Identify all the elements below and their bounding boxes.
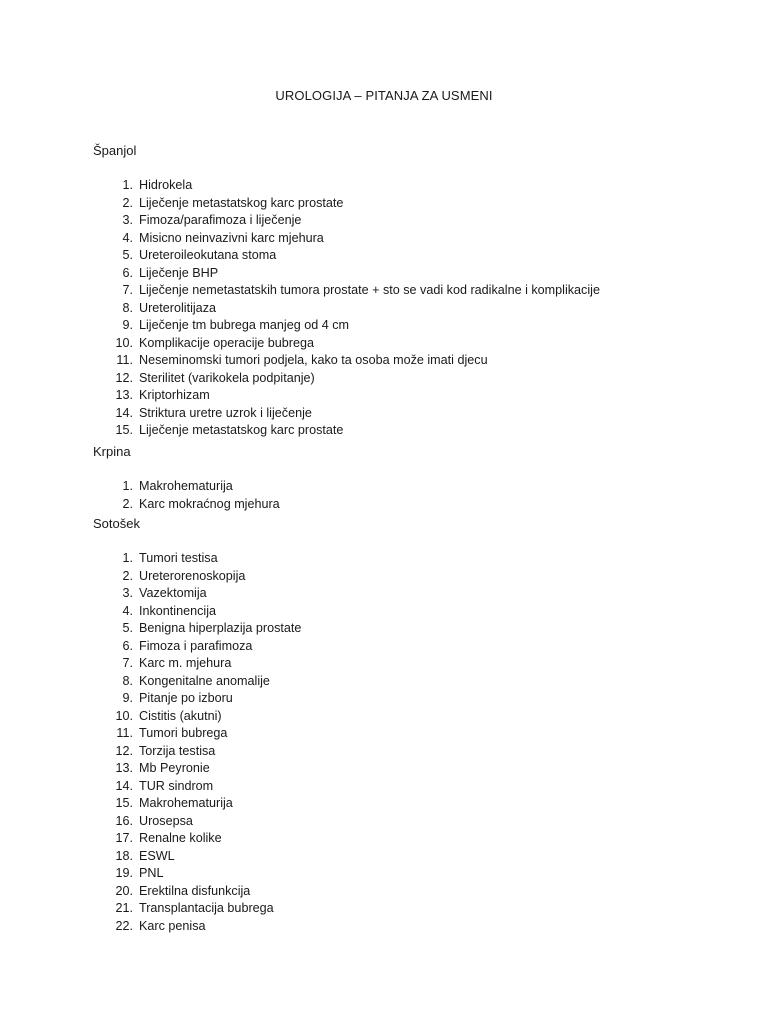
question-item bbox=[93, 813, 713, 831]
question-item bbox=[93, 550, 713, 568]
question-text: Benigna hiperplazija prostate bbox=[139, 621, 302, 635]
question-number: 1. bbox=[122, 178, 133, 192]
question-text: TUR sindrom bbox=[139, 778, 214, 793]
question-item bbox=[93, 247, 713, 265]
question-text: Fimoza i parafimoza bbox=[139, 638, 253, 653]
section-spanjol bbox=[93, 143, 713, 440]
question-item bbox=[93, 422, 713, 440]
question-number: 22. bbox=[115, 918, 133, 933]
question-number: 12. bbox=[115, 370, 133, 385]
section-heading: Španjol bbox=[93, 143, 137, 158]
question-item bbox=[93, 830, 713, 848]
question-number: 6. bbox=[122, 265, 133, 280]
question-number: 3. bbox=[122, 586, 133, 600]
question-item bbox=[93, 760, 713, 778]
question-text: Tumori bubrega bbox=[139, 726, 228, 740]
question-number: 15. bbox=[115, 796, 133, 810]
question-item bbox=[93, 282, 713, 300]
question-item bbox=[93, 655, 713, 673]
question-number: 2. bbox=[122, 496, 133, 511]
question-item bbox=[93, 725, 713, 743]
question-text: Liječenje BHP bbox=[139, 265, 219, 280]
question-text: Urosepsa bbox=[139, 813, 193, 828]
question-text: PNL bbox=[139, 866, 164, 880]
question-text: Liječenje metastatskog karc prostate bbox=[139, 195, 344, 210]
question-text: Ureteroileokutana stoma bbox=[139, 248, 277, 262]
question-item bbox=[93, 620, 713, 638]
question-number: 7. bbox=[122, 283, 133, 297]
question-number: 8. bbox=[122, 673, 133, 688]
question-item bbox=[93, 900, 713, 918]
question-item bbox=[93, 212, 713, 230]
question-text: Liječenje tm bubrega manjeg od 4 cm bbox=[139, 318, 350, 332]
question-number: 4. bbox=[122, 603, 133, 618]
question-text: Mb Peyronie bbox=[139, 761, 210, 775]
question-text: Makrohematurija bbox=[139, 479, 233, 493]
question-text: Cistitis (akutni) bbox=[139, 708, 222, 723]
question-item bbox=[93, 300, 713, 318]
question-item bbox=[93, 265, 713, 283]
question-number: 6. bbox=[122, 638, 133, 653]
section-krpina bbox=[93, 444, 713, 513]
question-text: Striktura uretre uzrok i liječenje bbox=[139, 405, 312, 420]
question-item bbox=[93, 918, 713, 936]
question-text: Sterilitet (varikokela podpitanje) bbox=[139, 370, 315, 385]
question-text: Karc m. mjehura bbox=[139, 656, 232, 670]
question-number: 15. bbox=[115, 423, 133, 437]
question-item bbox=[93, 708, 713, 726]
question-number: 1. bbox=[122, 479, 133, 493]
question-number: 20. bbox=[115, 883, 133, 898]
question-item bbox=[93, 603, 713, 621]
question-text: Makrohematurija bbox=[139, 796, 233, 810]
question-number: 11. bbox=[116, 353, 133, 367]
question-number: 14. bbox=[115, 405, 133, 420]
question-item bbox=[93, 848, 713, 866]
question-text: Pitanje po izboru bbox=[139, 691, 233, 705]
question-text: Neseminomski tumori podjela, kako ta osoba može imati djecu bbox=[139, 353, 488, 367]
question-number: 21. bbox=[115, 901, 133, 915]
question-number: 13. bbox=[115, 388, 133, 402]
question-number: 3. bbox=[122, 213, 133, 227]
question-number: 7. bbox=[122, 656, 133, 670]
question-item bbox=[93, 195, 713, 213]
question-number: 14. bbox=[115, 778, 133, 793]
question-number: 13. bbox=[115, 761, 133, 775]
question-item bbox=[93, 690, 713, 708]
question-number: 17. bbox=[115, 831, 133, 845]
question-text: Torzija testisa bbox=[139, 743, 216, 758]
question-list bbox=[93, 177, 713, 440]
question-number: 2. bbox=[122, 195, 133, 210]
question-number: 19. bbox=[115, 866, 133, 880]
question-text: Kongenitalne anomalije bbox=[139, 673, 270, 688]
question-item bbox=[93, 335, 713, 353]
question-text: Misicno neinvazivni karc mjehura bbox=[139, 230, 324, 245]
question-item bbox=[93, 352, 713, 370]
question-number: 16. bbox=[115, 813, 133, 828]
question-text: Ureterorenoskopija bbox=[139, 568, 246, 583]
question-number: 10. bbox=[115, 708, 133, 723]
section-heading: Krpina bbox=[93, 444, 131, 459]
question-item bbox=[93, 673, 713, 691]
question-text: Ureterolitijaza bbox=[139, 300, 216, 315]
question-item bbox=[93, 370, 713, 388]
question-item bbox=[93, 778, 713, 796]
question-text: Kriptorhizam bbox=[139, 388, 210, 402]
page-title: UROLOGIJA – PITANJA ZA USMENI bbox=[275, 88, 493, 103]
question-item bbox=[93, 568, 713, 586]
question-text: Hidrokela bbox=[139, 178, 193, 192]
question-number: 10. bbox=[115, 335, 133, 350]
question-number: 5. bbox=[122, 248, 133, 262]
question-text: Transplantacija bubrega bbox=[139, 901, 274, 915]
question-text: Renalne kolike bbox=[139, 831, 222, 845]
question-text: Erektilna disfunkcija bbox=[139, 883, 251, 898]
question-number: 5. bbox=[122, 621, 133, 635]
question-number: 8. bbox=[122, 300, 133, 315]
question-text: Vazektomija bbox=[139, 586, 207, 600]
question-number: 2. bbox=[122, 568, 133, 583]
question-item bbox=[93, 317, 713, 335]
question-text: Karc penisa bbox=[139, 918, 206, 933]
section-sotosek bbox=[93, 516, 713, 935]
question-item bbox=[93, 585, 713, 603]
question-item bbox=[93, 795, 713, 813]
question-number: 1. bbox=[122, 551, 133, 565]
question-item bbox=[93, 387, 713, 405]
question-item bbox=[93, 743, 713, 761]
question-text: ESWL bbox=[139, 848, 175, 863]
question-text: Fimoza/parafimoza i liječenje bbox=[139, 213, 302, 227]
question-number: 11. bbox=[116, 726, 133, 740]
question-item bbox=[93, 883, 713, 901]
question-text: Tumori testisa bbox=[139, 551, 218, 565]
question-text: Liječenje metastatskog karc prostate bbox=[139, 423, 344, 437]
question-item bbox=[93, 177, 713, 195]
question-number: 9. bbox=[122, 318, 133, 332]
question-item bbox=[93, 405, 713, 423]
question-number: 18. bbox=[115, 848, 133, 863]
question-text: Liječenje nemetastatskih tumora prostate + sto se vadi kod radikalne i komplikacije bbox=[139, 283, 600, 297]
question-number: 4. bbox=[122, 230, 133, 245]
question-item bbox=[93, 478, 713, 496]
question-text: Komplikacije operacije bubrega bbox=[139, 335, 315, 350]
question-text: Inkontinencija bbox=[139, 603, 217, 618]
question-item bbox=[93, 638, 713, 656]
question-number: 12. bbox=[115, 743, 133, 758]
question-item bbox=[93, 230, 713, 248]
section-heading: Sotošek bbox=[93, 516, 140, 531]
question-item bbox=[93, 496, 713, 514]
question-list bbox=[93, 478, 713, 513]
question-item bbox=[93, 865, 713, 883]
question-list bbox=[93, 550, 713, 935]
question-number: 9. bbox=[122, 691, 133, 705]
question-text: Karc mokraćnog mjehura bbox=[139, 496, 280, 511]
